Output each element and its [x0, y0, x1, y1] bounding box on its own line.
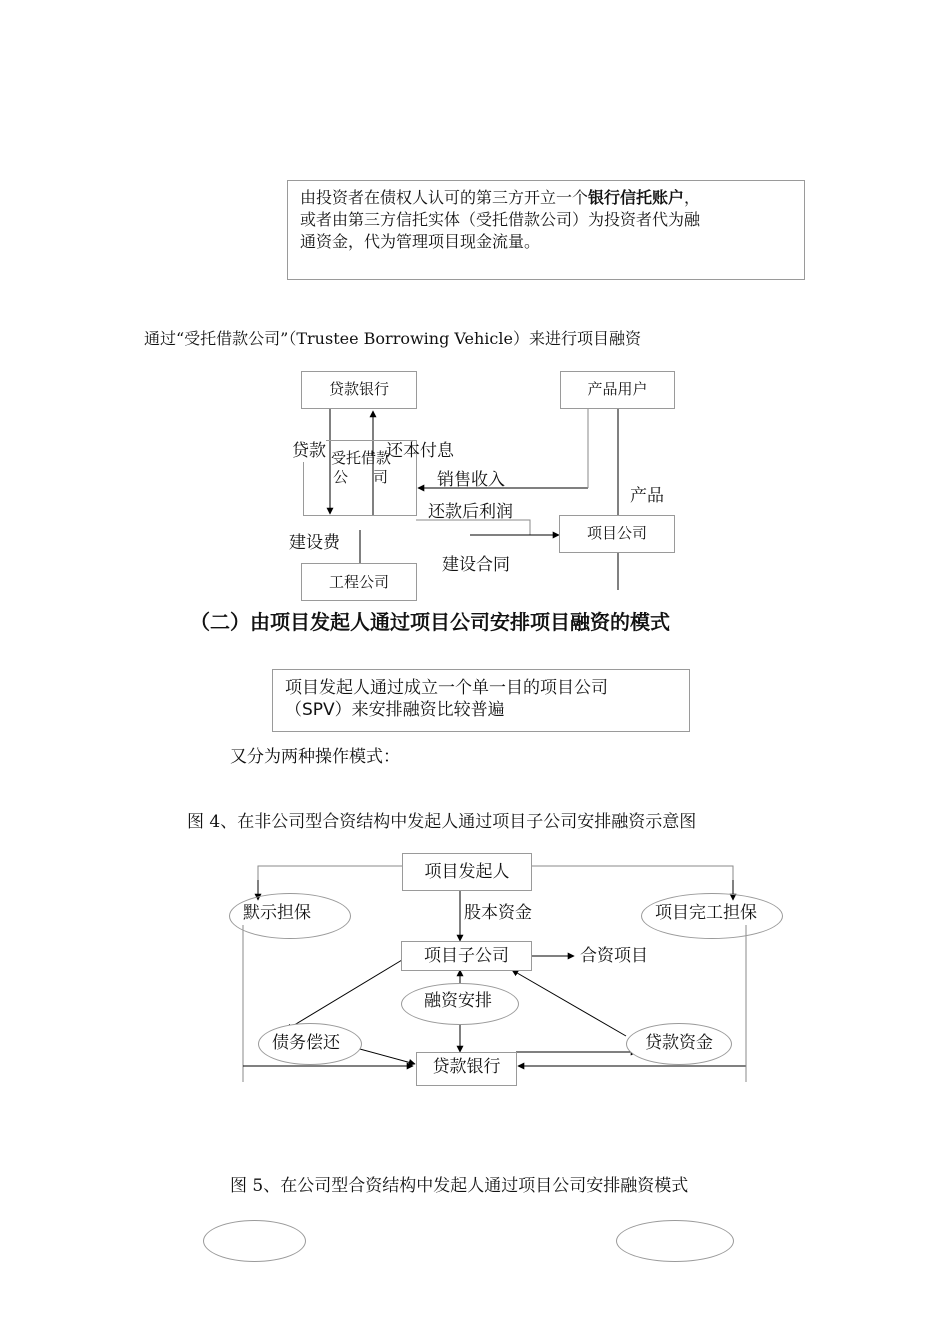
equity-funds-label: 股本资金 [464, 903, 532, 923]
section-title: （二）由项目发起人通过项目公司安排项目融资的模式 [190, 610, 670, 634]
financing-arrangement-label: 融资安排 [424, 991, 492, 1011]
figure5-left-ellipse [203, 1220, 306, 1262]
completion-guarantee-label: 项目完工担保 [655, 903, 757, 923]
figure-5-caption: 图 5、在公司型合资结构中发起人通过项目公司安排融资模式 [230, 1176, 689, 1196]
note-line-3: 通资金，代为管理项目现金流量。 [300, 232, 541, 251]
loan-funds-label: 贷款资金 [645, 1033, 713, 1053]
figure-4-caption: 图 4、在非公司型合资结构中发起人通过项目子公司安排融资示意图 [187, 812, 697, 832]
lending-bank-box: 贷款银行 [301, 371, 417, 409]
bank-trust-account-term: 银行信托账户 [588, 188, 685, 207]
repay-label: 还本付息 [386, 441, 454, 461]
project-company-box: 项目公司 [559, 515, 675, 553]
spv-note-box [272, 669, 690, 732]
trustee-label-2a: 公 [333, 468, 349, 486]
spv-line-1: 项目发起人通过成立一个单一目的项目公司 [285, 678, 608, 698]
note-line-2: 或者由第三方信托实体（受托借款公司）为投资者代为融 [300, 210, 701, 229]
trustee-label-1: 受托借款 [331, 449, 392, 467]
profit-after-repayment-label: 还款后利润 [428, 502, 513, 522]
implied-guarantee-label: 默示担保 [243, 903, 311, 923]
tbv-caption: 通过“受托借款公司”（Trustee Borrowing Vehicle）来进行项目融资 [144, 329, 641, 348]
lending-bank-box-2: 贷款银行 [416, 1052, 517, 1086]
sales-income-label: 销售收入 [437, 470, 505, 490]
note-line-1: 由投资者在债权人认可的第三方开立一个银行信托账户， [300, 188, 701, 207]
engineering-company-box: 工程公司 [301, 563, 417, 601]
jv-project-label: 合资项目 [580, 946, 648, 966]
construction-contract-label: 建设合同 [442, 555, 510, 575]
loan-label: 贷款 [292, 441, 326, 461]
product-label: 产品 [630, 486, 664, 506]
sponsor-box: 项目发起人 [402, 853, 532, 891]
trustee-label-2b: 司 [373, 468, 389, 486]
project-subsidiary-box: 项目子公司 [401, 941, 532, 971]
two-modes-text: 又分为两种操作模式： [230, 747, 400, 767]
debt-repayment-label: 债务偿还 [272, 1033, 340, 1053]
figure5-right-ellipse [616, 1220, 734, 1262]
construction-fee-label: 建设费 [289, 533, 340, 553]
product-user-box: 产品用户 [560, 371, 675, 409]
spv-line-2: （SPV）来安排融资比较普遍 [285, 700, 505, 720]
